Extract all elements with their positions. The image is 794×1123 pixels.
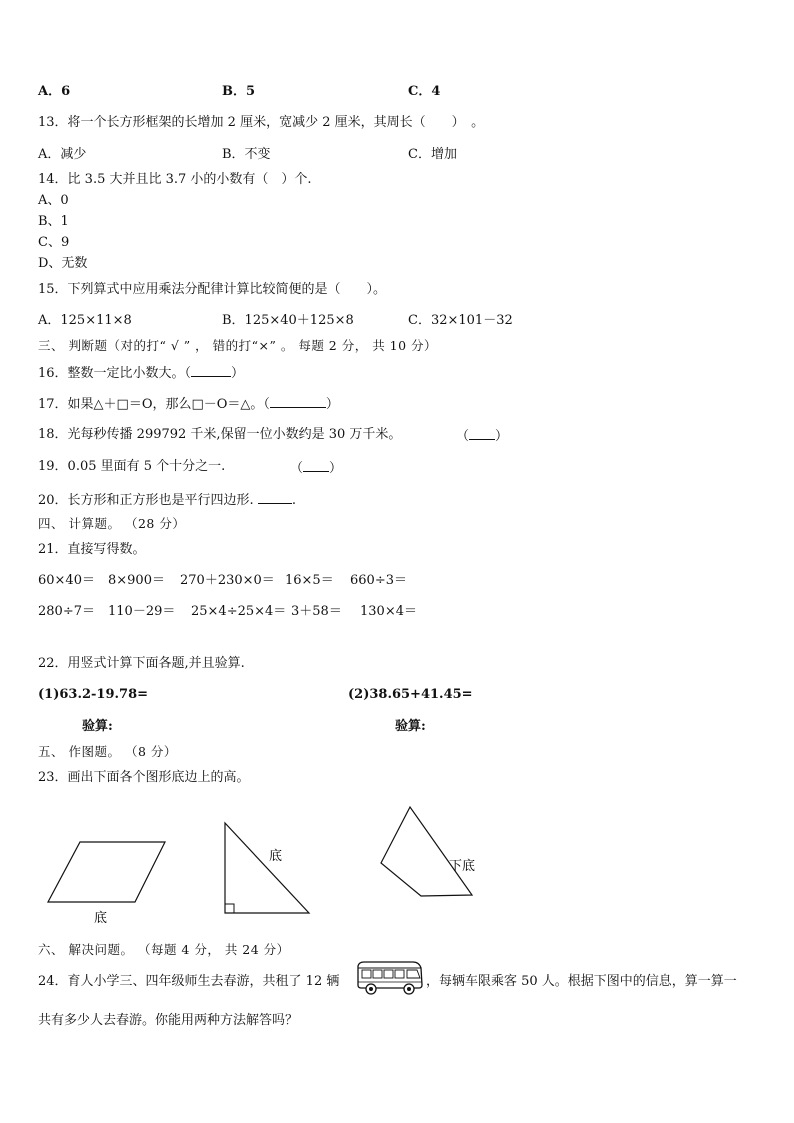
calc-item: 25×4÷25×4＝	[191, 604, 287, 619]
q19-answer	[290, 459, 342, 477]
q13-option-c: C．增加	[408, 147, 457, 162]
triangle-base-label: 底	[269, 849, 283, 864]
q24-line2: 共有多少人去春游。你能用两种方法解答吗？	[38, 1013, 299, 1028]
q24-part1: 24．育人小学三、四年级师生去春游，共租了 12 辆	[38, 974, 340, 989]
q22-item-2: (2)38.65+41.45=	[348, 687, 473, 702]
q17	[38, 395, 339, 413]
q19-text: 19．0.05 里面有 5 个十分之一.	[38, 459, 226, 474]
q12-option-c: C．4	[408, 84, 441, 99]
calc-item: 270＋230×0＝	[180, 573, 275, 588]
q18	[38, 427, 401, 443]
q18-blank	[469, 427, 495, 440]
q15-stem: 15．下列算式中应用乘法分配律计算比较简便的是（ ）。	[38, 282, 387, 297]
parallelogram-shape	[48, 842, 165, 902]
q15-option-b: B．125×40＋125×8	[222, 313, 354, 328]
q12-option-b: B．5	[222, 84, 256, 99]
q20-text: 20．长方形和正方形也是平行四边形.	[38, 493, 254, 508]
q18-paren-open: （	[456, 429, 470, 444]
right-angle-mark	[225, 904, 234, 913]
q20-blank	[258, 491, 292, 504]
calc-item: 280÷7＝	[38, 604, 95, 619]
q17-paren-close: ）	[325, 397, 339, 412]
trapezoid-shape	[381, 807, 472, 896]
q14-option-b: B、1	[38, 214, 69, 229]
q16	[38, 364, 244, 382]
q18-text: 18．光每秒传播 299792 千米,保留一位小数约是 30 万千米。	[38, 427, 402, 442]
q13-option-b: B．不变	[222, 147, 271, 162]
q13-stem: 13．将一个长方形框架的长增加 2 厘米，宽减少 2 厘米，其周长（ ） 。	[38, 115, 485, 130]
q22-verify-label-2: 验算:	[395, 719, 426, 734]
calc-item: 110－29＝	[108, 604, 176, 619]
q12-option-a: A．6	[38, 84, 71, 99]
q22-stem: 22．用竖式计算下面各题,并且验算.	[38, 656, 245, 671]
q19-paren-open: （	[290, 461, 304, 476]
q22-verify-label-1: 验算:	[82, 719, 113, 734]
q16-text: 16．整数一定比小数大。（	[38, 366, 192, 381]
q20	[38, 491, 296, 509]
calc-item: 3＋58＝	[291, 604, 342, 619]
q19-blank	[303, 459, 329, 472]
q23-stem: 23．画出下面各个图形底边上的高。	[38, 770, 250, 785]
calc-item: 16×5＝	[285, 573, 334, 588]
q14-stem: 14．比 3.5 大并且比 3.7 小的小数有（ ）个.	[38, 172, 312, 187]
section-3-heading: 三、 判断题（对的打“ √ ” ， 错的打“×” 。 每题 2 分， 共 10 分）	[38, 338, 438, 353]
calc-item: 660÷3＝	[350, 573, 407, 588]
bus-icon	[355, 958, 425, 998]
section-4-heading: 四、 计算题。 （28 分）	[38, 516, 186, 531]
section-6-heading: 六、 解决问题。 （每题 4 分， 共 24 分）	[38, 942, 290, 957]
q14-option-a: A、0	[38, 193, 69, 208]
q14-option-c: C、9	[38, 235, 70, 250]
q15-option-c: C．32×101－32	[408, 313, 513, 328]
q16-blank	[191, 364, 231, 377]
q21-stem: 21．直接写得数。	[38, 542, 146, 557]
q13-option-a: A．减少	[38, 147, 87, 162]
q22-item-1: (1)63.2-19.78=	[38, 687, 149, 702]
q15-option-a: A．125×11×8	[38, 313, 132, 328]
q14-option-d: D、无数	[38, 256, 88, 271]
q17-blank	[270, 395, 326, 408]
q20-period: .	[291, 493, 296, 508]
section-5-heading: 五、 作图题。 （8 分）	[38, 744, 177, 759]
q23-figures	[0, 795, 794, 935]
q18-paren-close: ）	[495, 429, 509, 444]
q16-paren-close: ）	[231, 366, 245, 381]
q17-text: 17．如果△＋□＝O，那么□－O＝△。（	[38, 397, 270, 412]
right-triangle-shape	[225, 823, 309, 913]
trapezoid-base-label: 下底	[449, 859, 476, 874]
calc-item: 60×40＝	[38, 573, 95, 588]
q18-answer	[456, 427, 508, 445]
parallelogram-base-label: 底	[94, 911, 108, 926]
calc-item: 8×900＝	[108, 573, 165, 588]
calc-item: 130×4＝	[360, 604, 417, 619]
q19-paren-close: ）	[329, 461, 343, 476]
q19	[38, 459, 225, 475]
q24-part2: ，每辆车限乘客 50 人。根据下图中的信息，算一算一	[426, 974, 737, 989]
